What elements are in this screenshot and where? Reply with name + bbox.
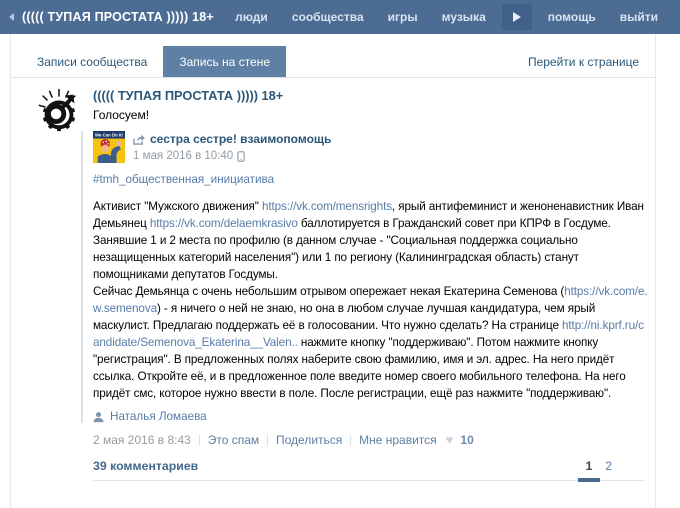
wall-post xyxy=(11,78,655,481)
tab-row xyxy=(11,46,655,78)
nav-item-right-2[interactable]: выйти xyxy=(619,10,658,24)
repost-date-link[interactable] xyxy=(133,150,331,162)
hashtag-link[interactable]: #tmh_общественная_инициатива xyxy=(93,173,275,186)
person-icon xyxy=(93,411,104,423)
topnav-community-title[interactable]: ((((( ТУПАЯ ПРОСТАТА ))))) 18+ xyxy=(22,10,214,24)
comments-pagination xyxy=(581,459,645,473)
mobile-icon xyxy=(237,151,245,162)
nav-item-right-1[interactable]: помощь xyxy=(547,10,596,24)
repost-body-text: Активист "Мужского движения" https://vk.com/mensrights, ярый антифеминист и женоненавистник Иван Демьянец https://vk.com/delaemkrasivo баллотируется в Гражданский совет при КПРФ в Госдуме. Занявшие 1 и 2 места по профилю (в данном случае - "Социальная поддержка социально незащищенных категорий населения") или 1 по региону (Калининградская область) станут помощниками депутатов Госдумы. Сейчас Демьянца с очень небольшим отрывом опережает некая Екатерина Семенова (https://vk.com/e.w.semenova) - я ничего о ней не знаю, но она в любом случае лучшая кандидатура, чем ярый маскулист. Предлагаю поддержать её в голосовании. Что нужно сделать? На странице http://ni.kprf.ru/candidate/Semenova_Ekaterina__Valen.. нажмите кнопку "поддерживаю". Потом нажмите кнопку "регистрация". В предложенных полях наберите свою фамилию, имя и эл. адрес. На него придёт ссылка. Откройте её, и в предложенное поле введите номер своего мобильного телефона. На него придёт смс, которое нужно ввести в поле. После регистрации, ещё раз нажмите "поддерживаю". xyxy=(93,200,648,400)
inline-link[interactable]: https://vk.com/delaemkrasivo xyxy=(149,217,298,230)
rosie-poster-icon xyxy=(93,131,125,163)
gear-male-logo-icon xyxy=(35,87,83,135)
heart-icon: ♥ xyxy=(445,432,454,447)
report-spam-button[interactable]: Это спам xyxy=(207,433,260,447)
go-to-page-link[interactable]: Перейти к странице xyxy=(527,54,639,69)
topnav-menu-right xyxy=(536,10,670,24)
nav-item-1[interactable]: люди xyxy=(235,10,268,24)
inline-link[interactable]: http://ni.kprf.ru/candidate/Semenova_Ekaterina__Valen.. xyxy=(93,319,644,349)
repost-block xyxy=(81,131,649,423)
repost-community-link[interactable]: сестра сестре! взаимопомощь xyxy=(150,132,332,146)
nav-item-2[interactable]: сообщества xyxy=(291,10,364,24)
audio-player-button[interactable] xyxy=(502,4,532,30)
signature-author-link[interactable]: Наталья Ломаева xyxy=(110,410,207,423)
comments-page-1[interactable]: 1 xyxy=(581,459,598,473)
nav-item-4[interactable]: музыка xyxy=(441,10,486,24)
repost-icon xyxy=(133,134,145,145)
repost-date-text: 1 мая 2016 в 10:40 xyxy=(133,150,234,162)
post-content xyxy=(93,87,649,481)
comments-page-2[interactable]: 2 xyxy=(605,459,612,473)
comments-header xyxy=(93,459,645,481)
play-icon xyxy=(513,12,521,22)
like-count[interactable]: 10 xyxy=(460,433,474,447)
post-author-link[interactable]: ((((( ТУПАЯ ПРОСТАТА ))))) 18+ xyxy=(93,88,284,103)
inline-link[interactable]: https://vk.com/mensrights xyxy=(261,200,392,213)
community-avatar[interactable] xyxy=(35,87,83,135)
share-button[interactable]: Поделиться xyxy=(276,433,343,447)
separator: | xyxy=(266,434,269,446)
post-date-link[interactable]: 2 мая 2016 в 8:43 xyxy=(93,433,191,447)
repost-header xyxy=(93,131,649,163)
svg-text:We Can Do It!: We Can Do It! xyxy=(95,132,123,138)
post-text: Голосуем! xyxy=(93,108,150,122)
like-button[interactable]: Мне нравится xyxy=(359,433,437,447)
inline-link[interactable]: https://vk.com/e.w.semenova xyxy=(93,285,648,315)
page-container xyxy=(10,34,656,508)
topnav-menu xyxy=(223,4,670,30)
repost-head-text xyxy=(133,131,331,163)
nav-item-3[interactable]: игры xyxy=(387,10,418,24)
top-navigation-bar xyxy=(0,0,680,34)
repost-signature xyxy=(93,410,649,423)
tab-wall-post-active[interactable]: Запись на стене xyxy=(163,46,286,77)
separator: | xyxy=(197,434,201,446)
topnav-menu-left xyxy=(223,10,498,24)
separator: | xyxy=(349,434,353,446)
comments-count-label: 39 комментариев xyxy=(93,459,199,473)
post-footer xyxy=(93,433,649,447)
tab-community-posts[interactable]: Записи сообщества xyxy=(37,54,148,69)
repost-community-avatar[interactable] xyxy=(93,131,125,163)
back-arrow-icon[interactable] xyxy=(9,13,14,21)
